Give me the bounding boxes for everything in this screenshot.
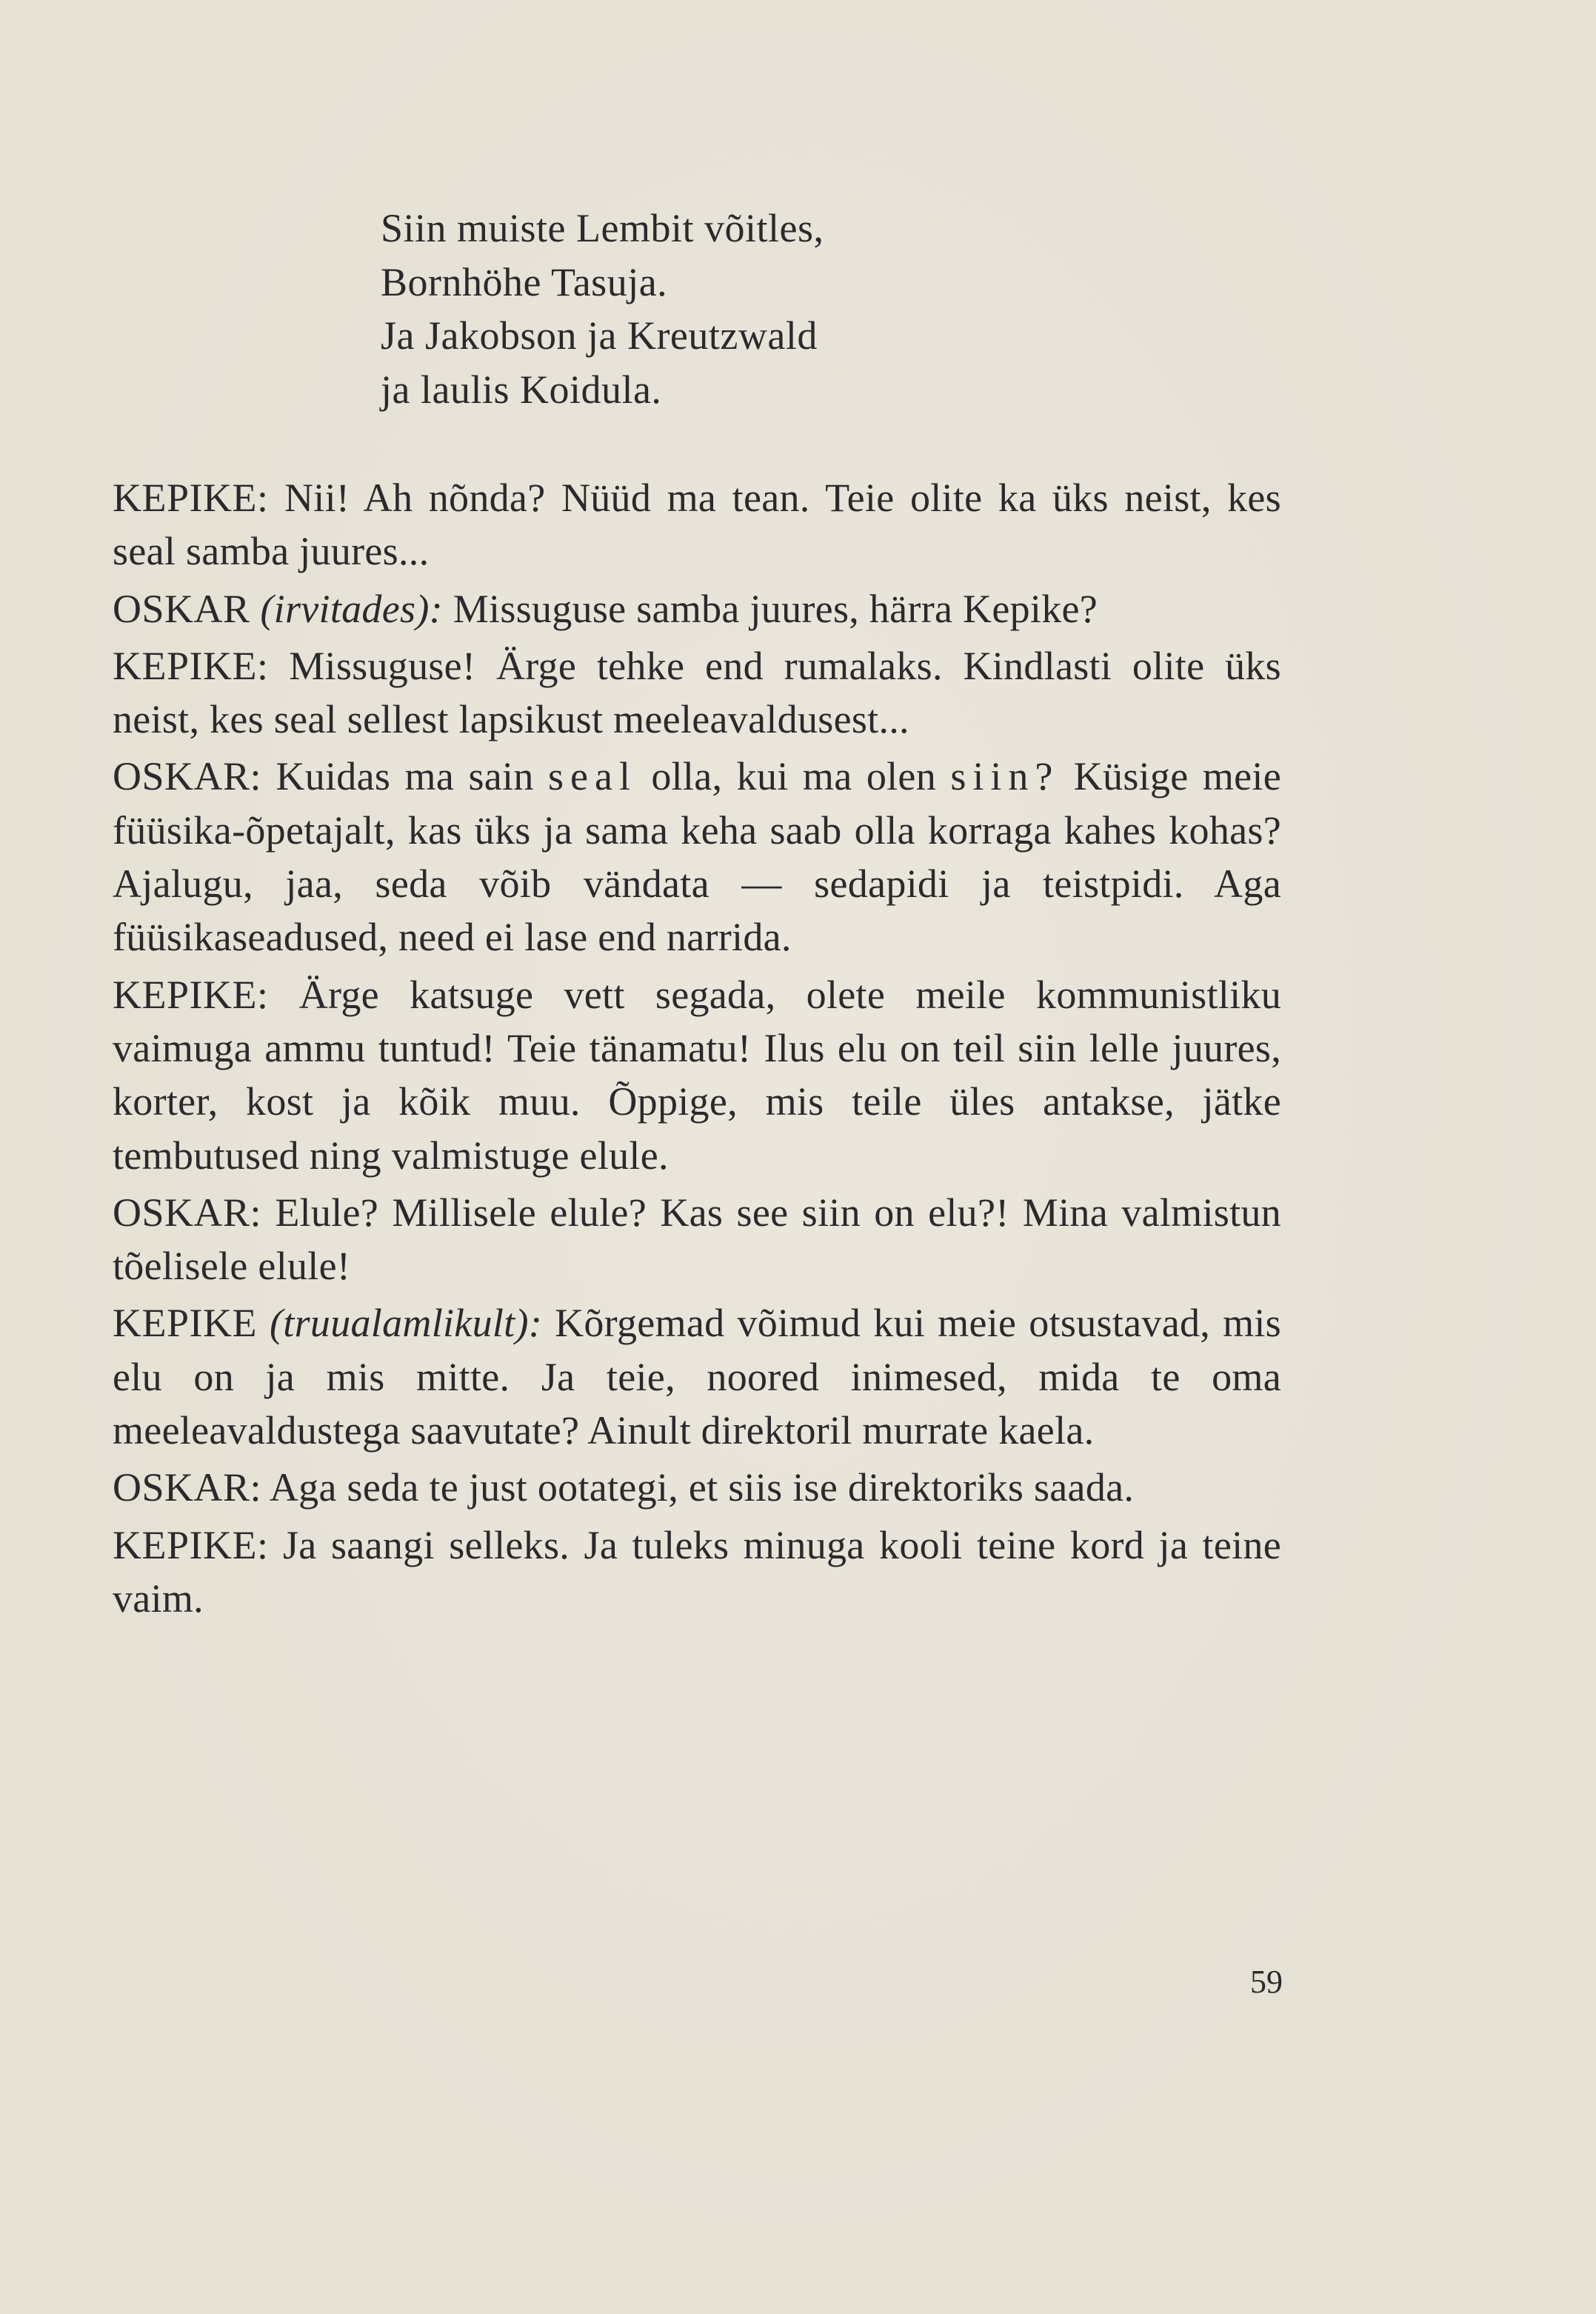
poem-line: Siin muiste Lembit võitles, <box>381 206 824 250</box>
speaker-name: OSKAR: <box>113 1190 262 1235</box>
emphasized-word: seal <box>548 754 637 799</box>
speech-text: olla, kui ma olen <box>651 754 936 799</box>
speech-kepike-3 <box>113 968 1281 1182</box>
speech-text: Aga seda te just ootategi, et siis ise direktoriks saada. <box>269 1465 1135 1510</box>
speech-text: Ja saangi selleks. Ja tuleks minuga kooli teine kord ja teine vaim. <box>113 1522 1281 1621</box>
speaker-name: KEPIKE: <box>113 972 269 1017</box>
speech-kepike-2 <box>113 639 1281 747</box>
speech-kepike-5 <box>113 1518 1281 1626</box>
speaker-name: OSKAR: <box>113 1465 262 1510</box>
speech-kepike-4 <box>113 1296 1281 1457</box>
speech-text: Küsige meie füüsika-õpetajalt, kas üks ja sama keha saab olla korraga kahes kohas? Ajalugu, jaa, seda võib vändata — sedapidi ja teistpidi. Aga füüsikaseadused, need ei lase end narrida. <box>113 754 1281 960</box>
speech-text: Elule? Millisele elule? Kas see siin on elu?! Mina valmistun tõelisele elule! <box>113 1190 1281 1289</box>
speech-text: Missuguse! Ärge tehke end rumalaks. Kindlasti olite üks neist, kes seal sellest lapsikust meeleavaldusest... <box>113 643 1281 742</box>
speech-text: Kõrgemad võimud kui meie otsustavad, mis elu on ja mis mitte. Ja teie, noored inimesed, mida te oma meeleavaldustega saavutate? Ainult direktoril murrate kaela. <box>113 1301 1281 1453</box>
speech-text: Ärge katsuge vett segada, olete meile kommunistliku vaimuga ammu tuntud! Teie tänamatu! Ilus elu on teil siin lelle juures, korter, kost ja kõik muu. Õppige, mis teile üles antakse, jätke tembutused ning valmistuge elule. <box>113 972 1281 1178</box>
dialogue-block <box>113 471 1281 1629</box>
speaker-name: KEPIKE: <box>113 643 269 688</box>
speaker-name: KEPIKE: <box>113 1522 269 1567</box>
emphasized-word: siin? <box>950 754 1060 799</box>
speaker-name: KEPIKE <box>113 1301 257 1346</box>
speech-text: Kuidas ma sain <box>276 754 534 799</box>
page-number: 59 <box>1250 1964 1283 2000</box>
stage-direction: (truualamlikult): <box>270 1301 543 1346</box>
speech-kepike-1 <box>113 471 1281 578</box>
speaker-name: OSKAR: <box>113 754 262 799</box>
poem-line: Ja Jakobson ja Kreutzwald <box>381 313 818 358</box>
speech-oskar-4 <box>113 1461 1281 1514</box>
speech-oskar-2 <box>113 750 1281 964</box>
poem-line: Bornhöhe Tasuja. <box>381 259 668 304</box>
speaker-name: KEPIKE: <box>113 476 269 520</box>
poem-line: ja laulis Koidula. <box>381 367 662 412</box>
speaker-name: OSKAR <box>113 586 250 631</box>
speech-text: Nii! Ah nõnda? Nüüd ma tean. Teie olite ka üks neist, kes seal samba juures... <box>113 476 1281 574</box>
stage-direction: (irvitades): <box>260 586 443 631</box>
speech-oskar-1 <box>113 582 1281 636</box>
speech-text: Missuguse samba juures, härra Kepike? <box>453 586 1098 631</box>
speech-oskar-3 <box>113 1186 1281 1293</box>
poem-stanza <box>381 201 824 416</box>
